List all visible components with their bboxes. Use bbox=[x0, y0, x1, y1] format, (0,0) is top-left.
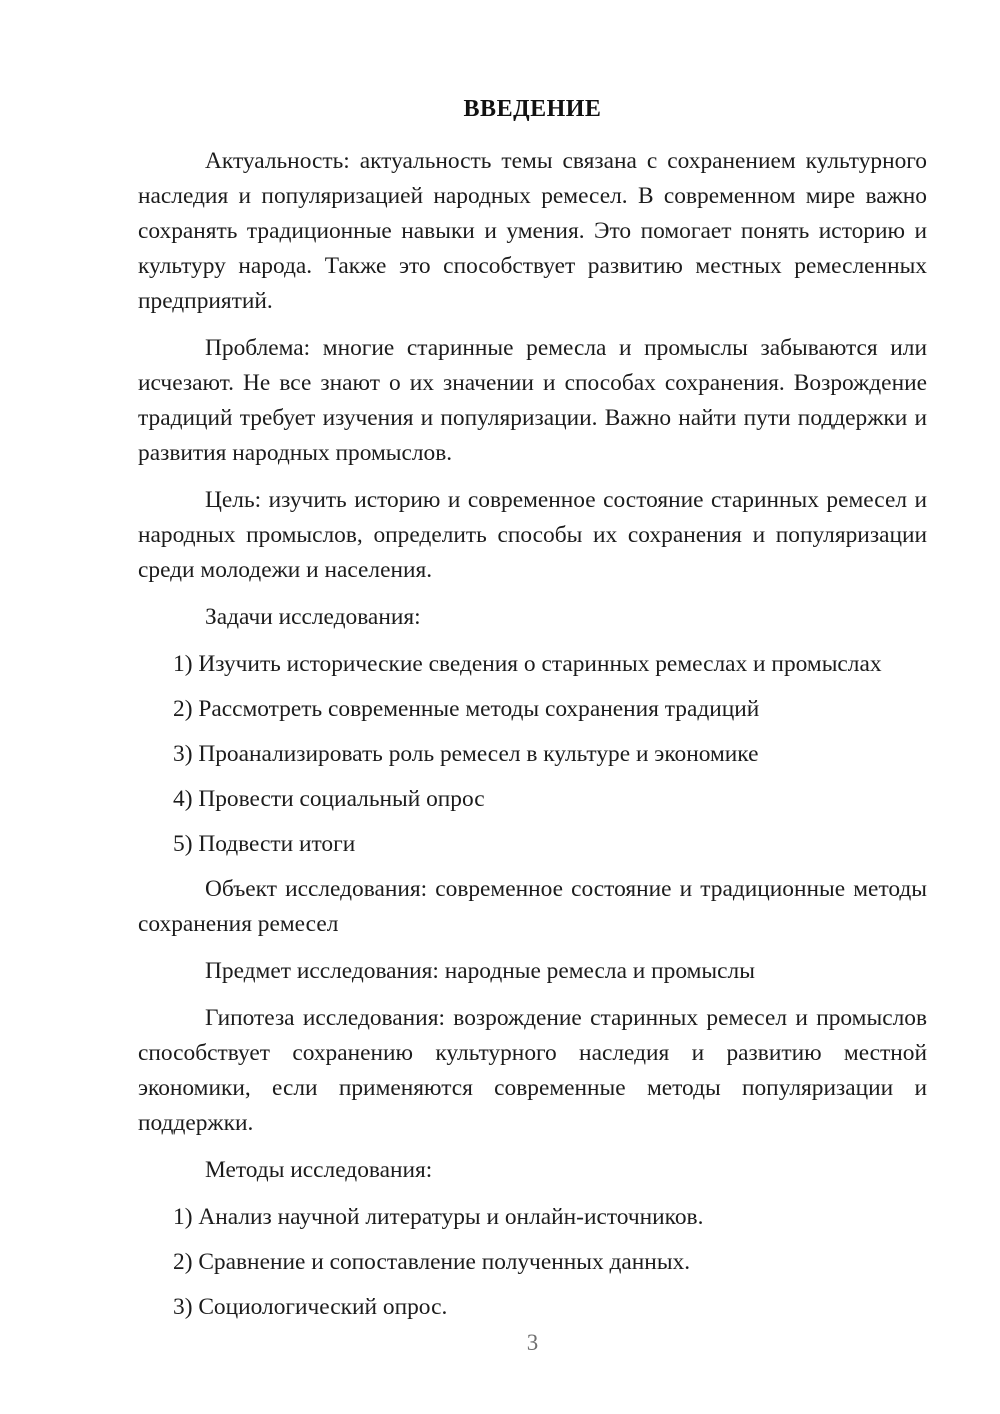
task-item-3: 3) Проанализировать роль ремесел в культуре и экономике bbox=[173, 741, 759, 767]
paragraph-goal: Цель: изучить историю и современное состояние старинных ремесел и народных промыслов, определить способы их сохранения и популяризации среди молодежи и населения. bbox=[138, 487, 927, 583]
paragraph-problem: Проблема: многие старинные ремесла и промыслы забываются или исчезают. Не все знают о их значении и способах сохранения. Возрождение традиций требует изучения и популяризации. Важно найти пути поддержки и развития народных промыслов. bbox=[138, 335, 927, 466]
page-number: 3 bbox=[526, 1330, 539, 1355]
task-item-1: 1) Изучить исторические сведения о старинных ремеслах и промыслах bbox=[173, 651, 882, 677]
heading-research-tasks: Задачи исследования: bbox=[205, 604, 421, 630]
paragraph-research-object: Объект исследования: современное состояние и традиционные методы сохранения ремесел bbox=[138, 876, 927, 937]
page-title: ВВЕДЕНИЕ bbox=[463, 96, 602, 122]
heading-research-methods: Методы исследования: bbox=[205, 1157, 433, 1183]
paragraph-hypothesis: Гипотеза исследования: возрождение старинных ремесел и промыслов способствует сохранению культурного наследия и развитию местной экономики, если применяются современные методы популяризации и поддержки. bbox=[138, 1005, 927, 1136]
task-item-2: 2) Рассмотреть современные методы сохранения традиций bbox=[173, 696, 760, 722]
paragraph-research-subject: Предмет исследования: народные ремесла и промыслы bbox=[205, 958, 755, 984]
task-item-5: 5) Подвести итоги bbox=[173, 831, 356, 857]
method-item-1: 1) Анализ научной литературы и онлайн-источников. bbox=[173, 1204, 704, 1230]
page-content bbox=[138, 92, 927, 1335]
task-item-4: 4) Провести социальный опрос bbox=[173, 786, 485, 812]
paragraph-relevance: Актуальность: актуальность темы связана с сохранением культурного наследия и популяризацией народных ремесел. В современном мире важно сохранять традиционные навыки и умения. Это помогает понять историю и культуру народа. Также это способствует развитию местных ремесленных предприятий. bbox=[138, 148, 927, 314]
method-item-3: 3) Социологический опрос. bbox=[173, 1294, 448, 1320]
method-item-2: 2) Сравнение и сопоставление полученных данных. bbox=[173, 1249, 691, 1275]
